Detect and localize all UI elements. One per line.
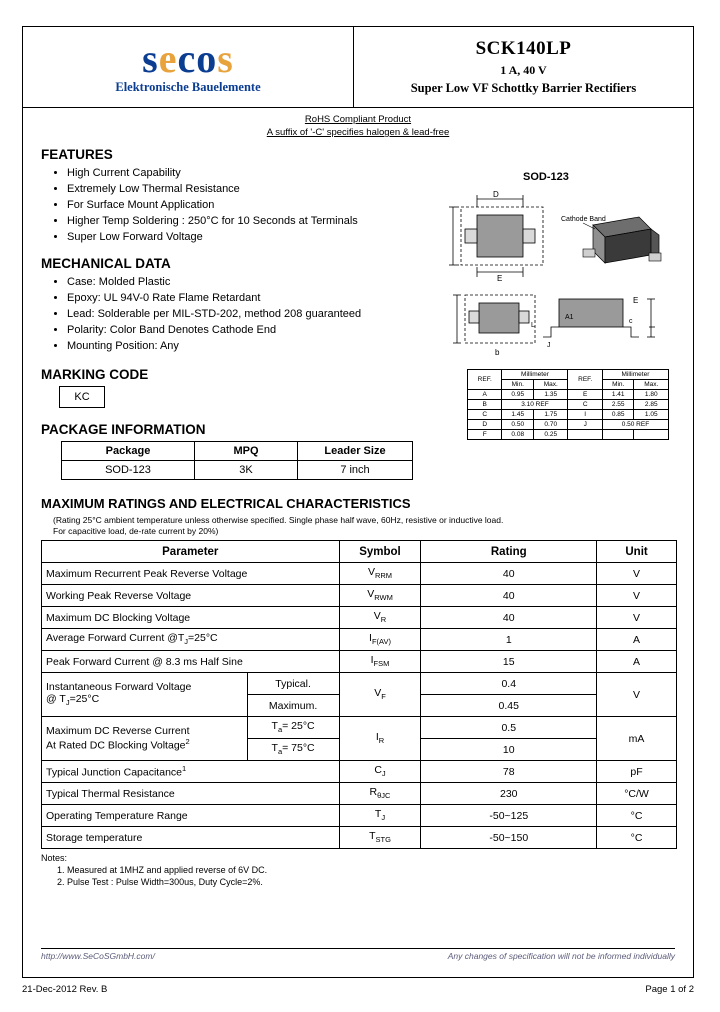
table-row: [468, 390, 669, 400]
cell-ref: J: [568, 420, 602, 430]
cell-unit: V: [597, 585, 677, 607]
symbol-main: I: [369, 632, 372, 645]
table-header-row: [62, 442, 413, 461]
cell-unit: °C: [597, 827, 677, 849]
part-number: SCK140LP: [475, 38, 572, 59]
rohs-line-2: A suffix of '-C' specifies halogen & lead-free: [266, 127, 450, 138]
notes-block: [41, 853, 675, 888]
param-line-1: Maximum DC Reverse Current: [46, 725, 190, 738]
list-item: • Super Low Forward Voltage: [67, 230, 675, 244]
symbol-main: V: [367, 566, 375, 579]
cell-rating: 15: [421, 651, 597, 673]
features-heading: FEATURES: [41, 147, 113, 162]
cell-parameter: [42, 673, 248, 717]
package-information-table: [61, 441, 413, 480]
cell-parameter: [42, 629, 340, 651]
col-ref-left: REF.: [468, 370, 502, 390]
cell-rating: 0.4: [421, 673, 597, 695]
table-row: [42, 805, 677, 827]
symbol-main: V: [373, 610, 381, 623]
dim-label-c: c: [629, 318, 633, 325]
cell-rating: -50~125: [421, 805, 597, 827]
list-item: • Lead: Solderable per MIL-STD-202, method 208 guaranteed: [67, 307, 675, 321]
list-item: • Mounting Position: Any: [67, 339, 675, 353]
cell-rating: 230: [421, 783, 597, 805]
ratings-table: [41, 540, 677, 849]
cell-min: 0.85: [602, 410, 634, 420]
part-description: Super Low VF Schottky Barrier Rectifiers: [410, 81, 637, 95]
dim-label-j: J: [547, 342, 551, 349]
cell-parameter: Storage temperature: [42, 827, 340, 849]
footer-disclaimer: Any changes of specification will not be informed individually: [447, 951, 675, 961]
cell-rating: 78: [421, 761, 597, 783]
list-item: • Epoxy: UL 94V-0 Rate Flame Retardant: [67, 291, 675, 305]
cell-rating: 0.45: [421, 695, 597, 717]
param-sub: J: [184, 637, 189, 647]
symbol-sub: STG: [375, 835, 391, 845]
dim-label-b: b: [495, 348, 500, 357]
table-row: [468, 420, 669, 430]
cell-symbol: [339, 783, 421, 805]
cell-parameter: Maximum Recurrent Peak Reverse Voltage: [42, 563, 340, 585]
cell-min: 2.55: [602, 400, 634, 410]
dim-label-e2: E: [633, 296, 639, 305]
symbol-sub: F(AV): [371, 637, 391, 647]
ratings-subtitle-line-1: (Rating 25°C ambient temperature unless otherwise specified. Single phase half wave, 60Hz, resistive or inductive load.: [53, 515, 504, 525]
table-row: [42, 717, 677, 739]
list-item: • Higher Temp Soldering : 250°C for 10 Seconds at Terminals: [67, 214, 675, 228]
col-millimeter-left: Millimeter: [502, 370, 568, 380]
list-item: • Extremely Low Thermal Resistance: [67, 182, 675, 196]
cell-unit: V: [597, 673, 677, 717]
ratings-heading: MAXIMUM RATINGS AND ELECTRICAL CHARACTERISTICS: [41, 496, 411, 511]
logo-letter-2: e: [158, 36, 178, 81]
logo-letter-3: c: [177, 36, 197, 81]
dimensions-table: [467, 369, 669, 440]
cell-min: [602, 430, 634, 440]
symbol-main: I: [370, 654, 374, 667]
page-footer: [41, 948, 675, 961]
cell-leader-size: 7 inch: [298, 461, 413, 480]
symbol-sub: R: [378, 736, 385, 746]
page-bottom-line: [22, 984, 694, 995]
col-ref-right: REF.: [568, 370, 602, 390]
cell-ref-value: 0.50 REF: [602, 420, 668, 430]
cell-parameter: Peak Forward Current @ 8.3 ms Half Sine: [42, 651, 340, 673]
param-line-2-sub: J: [65, 698, 70, 708]
cell-rating: 0.5: [421, 717, 597, 739]
list-item: • Polarity: Color Band Denotes Cathode End: [67, 323, 675, 337]
cell-rating: -50~150: [421, 827, 597, 849]
cond-main: T: [271, 720, 278, 733]
table-row: [468, 410, 669, 420]
package-drawing-label: SOD-123: [523, 171, 569, 183]
cell-max: 2.85: [634, 400, 669, 410]
table-header-row: [468, 370, 669, 380]
list-item: • Case: Molded Plastic: [67, 275, 675, 289]
symbol-main: T: [369, 830, 376, 843]
cell-rating: 40: [421, 607, 597, 629]
cell-ref: E: [568, 390, 602, 400]
cell-unit: V: [597, 607, 677, 629]
cond-tail: = 25°C: [282, 720, 315, 733]
cell-unit: °C/W: [597, 783, 677, 805]
table-row: [42, 783, 677, 805]
cell-symbol: [339, 827, 421, 849]
col-max-left: Max.: [534, 380, 568, 390]
cell-parameter: Operating Temperature Range: [42, 805, 340, 827]
cell-condition: [247, 717, 339, 739]
symbol-sub: R: [380, 615, 387, 625]
param-text: Typical Junction Capacitance: [46, 766, 182, 779]
cond-sub: a: [277, 725, 283, 735]
cell-symbol: [339, 607, 421, 629]
cell-max: 0.70: [534, 420, 568, 430]
rohs-statement: [23, 108, 693, 141]
company-logo: [23, 27, 354, 107]
cell-mpq: 3K: [195, 461, 298, 480]
table-row: [468, 400, 669, 410]
cell-min: 0.08: [502, 430, 534, 440]
part-title-block: [354, 27, 693, 107]
cell-ref: [568, 430, 602, 440]
col-leader-size: Leader Size: [298, 442, 413, 461]
marking-code-heading: MARKING CODE: [41, 367, 149, 382]
ratings-subtitle-line-2: For capacitive load, de-rate current by 20%): [53, 526, 219, 536]
table-header-row: [42, 541, 677, 563]
notes-list: [41, 864, 675, 888]
notes-title: Notes:: [41, 853, 68, 863]
package-outline-svg: [443, 177, 683, 377]
cell-max: 1.35: [534, 390, 568, 400]
symbol-sub: J: [381, 813, 386, 823]
param-line-2: [46, 693, 243, 707]
table-row: [42, 585, 677, 607]
cell-unit: °C: [597, 805, 677, 827]
marking-code-box: [59, 386, 105, 408]
param-tail: =25°C: [188, 632, 218, 645]
col-rating: Rating: [421, 541, 597, 563]
cell-parameter: [42, 761, 340, 783]
param-sup: 1: [182, 764, 187, 774]
cell-rating: 10: [421, 739, 597, 761]
cell-unit: A: [597, 651, 677, 673]
logo-letter-5: s: [217, 36, 234, 81]
cond-main: T: [271, 742, 278, 755]
col-parameter: Parameter: [42, 541, 340, 563]
cell-symbol: [339, 629, 421, 651]
cell-condition: Typical.: [247, 673, 339, 695]
col-min-left: Min.: [502, 380, 534, 390]
symbol-sub: θJC: [377, 791, 391, 801]
col-mpq: MPQ: [195, 442, 298, 461]
page-number: Page 1 of 2: [645, 984, 694, 995]
symbol-main: T: [374, 808, 382, 821]
col-unit: Unit: [597, 541, 677, 563]
cell-package: SOD-123: [62, 461, 195, 480]
cell-min: 0.95: [502, 390, 534, 400]
cond-tail: = 75°C: [282, 742, 315, 755]
table-row: [42, 563, 677, 585]
param-line-2-text: @ T: [46, 693, 66, 706]
symbol-main: C: [374, 764, 382, 777]
symbol-sub: F: [381, 692, 386, 702]
cell-symbol: [339, 651, 421, 673]
list-item: • High Current Capability: [67, 166, 675, 180]
datasheet-page: [22, 26, 694, 978]
dim-label-d: D: [493, 190, 499, 199]
document-date-revision: 21-Dec-2012 Rev. B: [22, 984, 108, 995]
cell-min: 0.50: [502, 420, 534, 430]
param-line-2-tail: =25°C: [69, 693, 100, 706]
table-row: [42, 673, 677, 695]
logo-letter-1: s: [142, 36, 159, 81]
symbol-sub: RWM: [374, 593, 393, 603]
cell-condition: Maximum.: [247, 695, 339, 717]
cell-unit: pF: [597, 761, 677, 783]
cell-max: [634, 430, 669, 440]
package-drawing: [443, 171, 683, 438]
cell-max: 1.75: [534, 410, 568, 420]
cell-rating: 40: [421, 563, 597, 585]
cell-parameter: Working Peak Reverse Voltage: [42, 585, 340, 607]
package-information-heading: PACKAGE INFORMATION: [41, 422, 206, 437]
col-package: Package: [62, 442, 195, 461]
table-row: [42, 827, 677, 849]
cell-parameter: [42, 717, 248, 761]
cell-unit: V: [597, 563, 677, 585]
cell-unit: A: [597, 629, 677, 651]
mechanical-heading: MECHANICAL DATA: [41, 256, 171, 271]
logo-letter-4: o: [196, 36, 218, 81]
symbol-sub: J: [381, 769, 386, 779]
cell-ref-value: 3.10 REF: [502, 400, 568, 410]
cell-ref: C: [568, 400, 602, 410]
table-row: [62, 461, 413, 480]
col-min-right: Min.: [602, 380, 634, 390]
symbol-main: I: [375, 731, 379, 744]
footer-url[interactable]: http://www.SeCoSGmbH.com/: [41, 951, 155, 961]
cell-max: 1.80: [634, 390, 669, 400]
list-item: 2. Pulse Test : Pulse Width=300us, Duty Cycle=2%.: [67, 876, 675, 888]
cell-symbol: [339, 585, 421, 607]
dim-label-a1: A1: [565, 314, 574, 321]
cell-condition: [247, 739, 339, 761]
param-line-2-text: At Rated DC Blocking Voltage: [46, 739, 186, 752]
symbol-sub: FSM: [373, 659, 390, 669]
cell-min: 1.45: [502, 410, 534, 420]
symbol-sub: RRM: [374, 571, 393, 581]
symbol-main: V: [374, 687, 382, 700]
table-row: [468, 430, 669, 440]
cell-rating: 1: [421, 629, 597, 651]
cell-parameter: Maximum DC Blocking Voltage: [42, 607, 340, 629]
cell-max: 1.05: [634, 410, 669, 420]
part-rating: 1 A, 40 V: [500, 63, 547, 77]
dim-label-e: E: [497, 274, 503, 283]
cell-symbol: [339, 761, 421, 783]
cell-rating: 40: [421, 585, 597, 607]
list-item: 1. Measured at 1MHZ and applied reverse of 6V DC.: [67, 864, 675, 876]
param-text: Average Forward Current @T: [46, 632, 185, 645]
dim-label-l: L: [531, 322, 535, 329]
cell-min: 1.41: [602, 390, 634, 400]
cell-symbol: [339, 717, 421, 761]
cell-symbol: [339, 805, 421, 827]
col-max-right: Max.: [634, 380, 669, 390]
cell-ref: I: [568, 410, 602, 420]
table-row: [42, 761, 677, 783]
param-line-1: Instantaneous Forward Voltage: [46, 681, 192, 694]
logo-wordmark: [142, 36, 234, 81]
ratings-subtitle: [53, 515, 675, 537]
table-row: [42, 629, 677, 651]
cell-unit: mA: [597, 717, 677, 761]
symbol-main: V: [367, 588, 375, 601]
table-row: [42, 607, 677, 629]
cell-max: 0.25: [534, 430, 568, 440]
param-line-2-sup: 2: [185, 737, 190, 747]
logo-subtitle: Elektronische Bauelemente: [115, 80, 261, 94]
cell-ref: D: [468, 420, 502, 430]
cell-ref: C: [468, 410, 502, 420]
page-header: [23, 27, 693, 108]
cathode-band-label: Cathode Band: [561, 216, 606, 223]
col-millimeter-right: Millimeter: [602, 370, 668, 380]
cell-symbol: [339, 673, 421, 717]
col-symbol: Symbol: [339, 541, 421, 563]
cell-symbol: [339, 563, 421, 585]
cell-parameter: Typical Thermal Resistance: [42, 783, 340, 805]
symbol-main: R: [369, 786, 378, 799]
table-row: [42, 651, 677, 673]
cell-ref: F: [468, 430, 502, 440]
cell-ref: B: [468, 400, 502, 410]
cond-sub: a: [277, 747, 283, 757]
param-line-2: [46, 737, 243, 752]
rohs-line-1: RoHS Compliant Product: [304, 114, 412, 125]
list-item: • For Surface Mount Application: [67, 198, 675, 212]
marking-code-value: KC: [74, 391, 90, 403]
cell-ref: A: [468, 390, 502, 400]
